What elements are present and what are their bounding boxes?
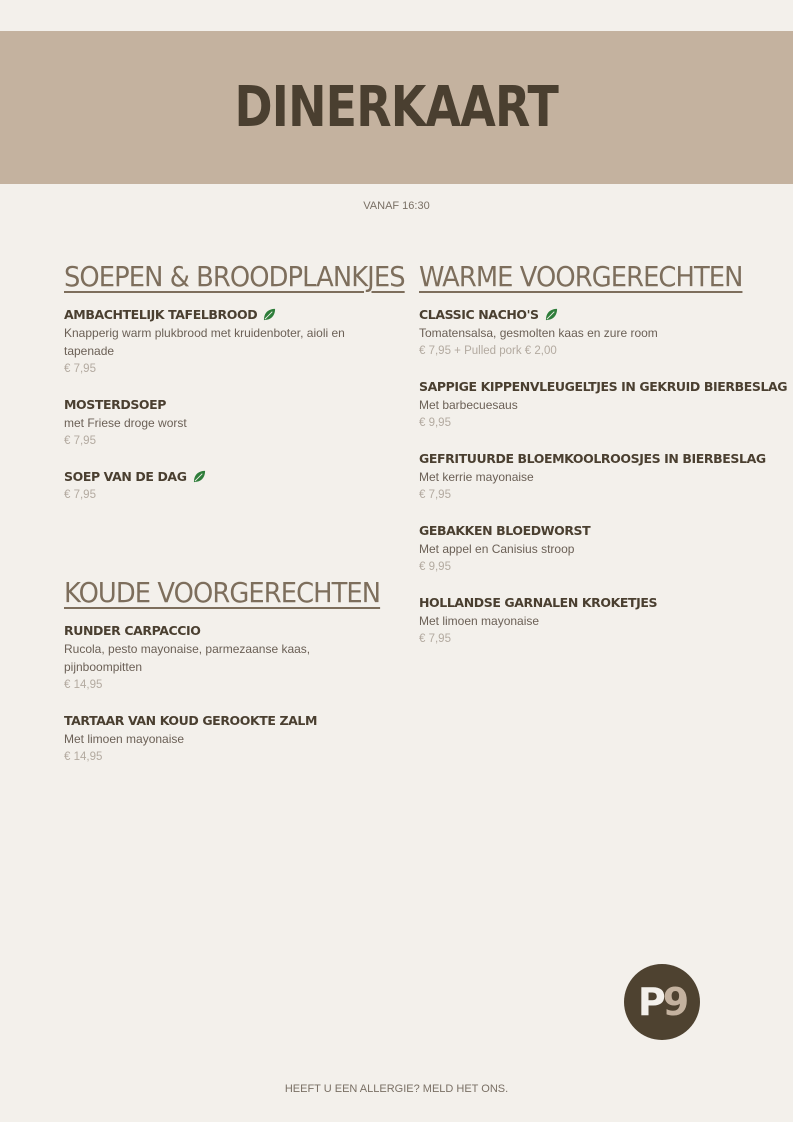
menu-item-name-text: SAPPIGE KIPPENVLEUGELTJES IN GEKRUID BIERBESLAG — [419, 379, 788, 394]
menu-item-description: Met limoen mayonaise — [64, 732, 185, 746]
menu-item-description: Met appel en Canisius stroop — [419, 542, 575, 556]
logo-number: 9 — [662, 980, 687, 1024]
leaf-icon — [263, 308, 276, 321]
header-banner — [0, 31, 793, 184]
menu-item-price: € 7,95 — [64, 363, 96, 375]
section-soepen — [64, 260, 405, 523]
menu-item — [64, 469, 364, 504]
menu-item-price: € 7,95 — [64, 435, 96, 447]
menu-item — [64, 713, 364, 766]
logo-letter: P — [637, 980, 663, 1024]
menu-item-name — [64, 307, 364, 322]
menu-item-price: € 7,95 — [419, 633, 451, 645]
menu-item-name — [419, 379, 788, 394]
menu-item — [419, 523, 749, 576]
menu-item-description: Rucola, pesto mayonaise, parmezaanse kaas, pijnboompitten — [64, 642, 311, 674]
menu-item-price: € 9,95 — [419, 417, 451, 429]
menu-item-description: Knapperig warm plukbrood met kruidenboter, aioli en tapenade — [64, 326, 345, 358]
menu-item-name — [64, 469, 364, 484]
menu-item-name — [64, 713, 364, 728]
page-title: DINERKAART — [234, 75, 559, 140]
menu-item-name-text: MOSTERDSOEP — [64, 397, 167, 412]
section-title: SOEPEN & BROODPLANKJES — [64, 260, 405, 293]
section-warme — [419, 260, 788, 667]
menu-item-name-text: TARTAAR VAN KOUD GEROOKTE ZALM — [64, 713, 318, 728]
menu-item-price: € 14,95 — [64, 751, 103, 763]
menu-item-name — [419, 451, 766, 466]
menu-item-name-text: CLASSIC NACHO'S — [419, 307, 539, 322]
menu-item-description: Tomatensalsa, gesmolten kaas en zure room — [419, 326, 658, 340]
leaf-icon — [545, 308, 558, 321]
menu-item-description: Met barbecuesaus — [419, 398, 518, 412]
menu-item-name-text: RUNDER CARPACCIO — [64, 623, 201, 638]
section-title: KOUDE VOORGERECHTEN — [64, 576, 381, 609]
leaf-icon — [193, 470, 206, 483]
page-subtitle: VANAF 16:30 — [363, 200, 430, 212]
menu-item-description: met Friese droge worst — [64, 416, 187, 430]
menu-item-price: € 9,95 — [419, 561, 451, 573]
menu-item-name — [419, 595, 749, 610]
menu-item-name-text: GEBAKKEN BLOEDWORST — [419, 523, 591, 538]
menu-item-name — [64, 623, 364, 638]
menu-item-name-text: AMBACHTELIJK TAFELBROOD — [64, 307, 258, 322]
menu-item — [419, 307, 749, 360]
menu-item-name — [419, 307, 749, 322]
menu-item-name — [64, 397, 364, 412]
menu-item-price: € 7,95 — [64, 489, 96, 501]
menu-item-description: Met limoen mayonaise — [419, 614, 540, 628]
menu-item-name-text: GEFRITUURDE BLOEMKOOLROOSJES IN BIERBESLAG — [419, 451, 766, 466]
menu-item-name-text: HOLLANDSE GARNALEN KROKETJES — [419, 595, 658, 610]
section-koude — [64, 576, 381, 785]
menu-item-price: € 7,95 + Pulled pork € 2,00 — [419, 345, 557, 357]
p9-logo — [624, 964, 700, 1040]
menu-item-name-text: SOEP VAN DE DAG — [64, 469, 187, 484]
allergy-notice: HEEFT U EEN ALLERGIE? MELD HET ONS. — [284, 1083, 509, 1095]
menu-item — [419, 379, 788, 432]
menu-item-price: € 14,95 — [64, 679, 103, 691]
menu-item-name — [419, 523, 749, 538]
menu-item — [64, 307, 364, 378]
menu-item — [64, 397, 364, 450]
menu-item — [419, 595, 749, 648]
menu-item-description: Met kerrie mayonaise — [419, 470, 534, 484]
menu-item — [64, 623, 364, 694]
menu-item-price: € 7,95 — [419, 489, 451, 501]
menu-item — [419, 451, 766, 504]
section-title: WARME VOORGERECHTEN — [419, 260, 743, 293]
